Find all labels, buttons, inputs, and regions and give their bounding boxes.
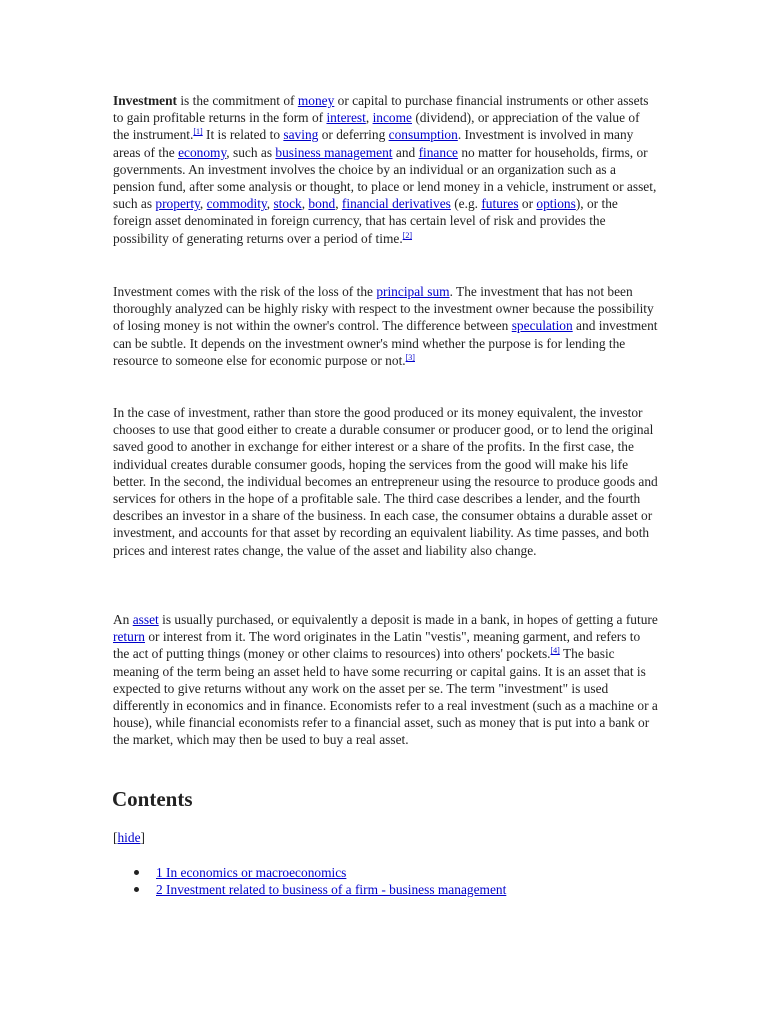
link-property[interactable]: property: [155, 196, 200, 212]
text: or: [518, 196, 537, 212]
text: is the commitment of: [176, 93, 298, 108]
link-stock[interactable]: stock: [273, 196, 302, 212]
text: or interest from it. The word originates in the Latin "vestis", meaning garment, and refers to the act of putting things (money or other claims to resources) into others' pockets.: [113, 629, 641, 662]
term-investment: Investment: [113, 93, 177, 108]
link-saving[interactable]: saving: [283, 127, 319, 143]
link-return[interactable]: return: [113, 629, 145, 645]
paragraph-risk: [113, 283, 658, 369]
text: It is related to: [202, 127, 284, 143]
paragraph-asset: [113, 611, 658, 749]
link-options[interactable]: options: [536, 196, 576, 212]
toc-item: [113, 881, 506, 898]
link-finance[interactable]: finance: [418, 144, 458, 160]
toc-link-economics[interactable]: 1 In economics or macroeconomics: [156, 865, 347, 880]
toc-list: [113, 864, 506, 898]
text: ), or the foreign asset denominated in foreign currency, that has certain level of risk and provides the possibility of generating returns over a period of time.: [113, 196, 618, 246]
text: or capital to purchase financial instruments or other assets to gain profitable returns in the form of: [113, 93, 649, 126]
link-income[interactable]: income: [372, 110, 412, 126]
paragraph-intro: [113, 92, 658, 247]
text: ,: [266, 196, 274, 212]
text: ,: [335, 196, 342, 212]
paragraph-cases: In the case of investment, rather than store the good produced or its money equivalent, the investor chooses to use that good either to create a durable consumer or producer good, or to lend the original saved good to another in exchange for either interest or a share of the profits. In the first case, the individual creates durable consumer goods, hoping the services from the good will make his life better. In the second, the individual becomes an entrepreneur using the resource to produce goods and services for others in the hope of a profitable sale. The third case describes a lender, and the fourth describes an investor in a share of the business. In each case, the consumer obtains a durable asset or investment, and accounts for that asset by recording an equivalent liability. As time passes, and both prices and interest rates change, the value of the asset and liability also change.: [113, 405, 658, 558]
text: ,: [301, 196, 309, 212]
link-bond[interactable]: bond: [308, 196, 336, 212]
reference-1[interactable]: [1]: [193, 127, 203, 137]
text: is usually purchased, or equivalently a deposit is made in a bank, in hopes of getting a future: [158, 612, 658, 627]
toc-toggle: [113, 829, 145, 846]
text: (dividend), or appreciation of the value of the instrument.: [113, 110, 640, 143]
reference-4[interactable]: [4]: [550, 646, 560, 656]
text: ,: [365, 110, 373, 126]
toc-link-business[interactable]: 2 Investment related to business of a firm - business management: [156, 882, 507, 898]
reference-3[interactable]: [3]: [405, 352, 415, 362]
contents-heading: Contents: [112, 787, 193, 811]
text: , such as: [226, 144, 276, 160]
text: and: [392, 144, 419, 160]
text: . The investment that has not been thoroughly analyzed can be highly risky with respect to the investment owner because the possibility of losing money is not within the owner's control. The difference between: [113, 284, 654, 334]
text: Investment comes with the risk of the loss of the: [113, 284, 377, 299]
bracket-open: [: [113, 830, 118, 845]
link-speculation[interactable]: speculation: [511, 318, 573, 334]
text: or deferring: [318, 127, 389, 143]
text: An: [113, 612, 133, 627]
reference-2[interactable]: [2]: [402, 230, 413, 240]
link-financial-derivatives[interactable]: financial derivatives: [341, 196, 451, 212]
bullet-icon: [134, 887, 139, 892]
text: The basic meaning of the term being an asset held to have some recurring or capital gains. It is an asset that is expected to give returns without any work on the asset per se. The term "investment" is used differently in economics and in finance. Economists refer to a real investment (such as a machine or a house), while financial economists refer to a financial asset, such as money that is put into a bank or the market, which may then be used to buy a real asset.: [113, 646, 658, 748]
text: and investment can be subtle. It depends on the investment owner's mind whether the purpose is for lending the resource to someone else for economic purpose or not.: [113, 318, 658, 368]
bracket-close: ]: [140, 830, 145, 845]
text: ,: [199, 196, 207, 212]
link-principal-sum[interactable]: principal sum: [376, 284, 450, 299]
link-interest[interactable]: interest: [326, 110, 366, 126]
link-consumption[interactable]: consumption: [388, 127, 458, 143]
link-commodity[interactable]: commodity: [206, 196, 267, 212]
text: no matter for households, firms, or governments. An investment involves the choice by an individual or an organization such as a pension fund, after some analysis or thought, to place or lend money in a vehicle, instrument or asset, such as: [113, 144, 657, 212]
hide-toc-link[interactable]: hide: [117, 830, 141, 845]
bullet-icon: [134, 870, 139, 875]
link-economy[interactable]: economy: [178, 144, 227, 160]
link-business-management[interactable]: business management: [275, 144, 393, 160]
link-money[interactable]: money: [297, 93, 335, 108]
text: . Investment is involved in many areas of the: [113, 127, 634, 160]
text: (e.g.: [450, 196, 482, 212]
toc-item: [113, 864, 506, 881]
link-futures[interactable]: futures: [481, 196, 519, 212]
link-asset[interactable]: asset: [132, 612, 159, 627]
